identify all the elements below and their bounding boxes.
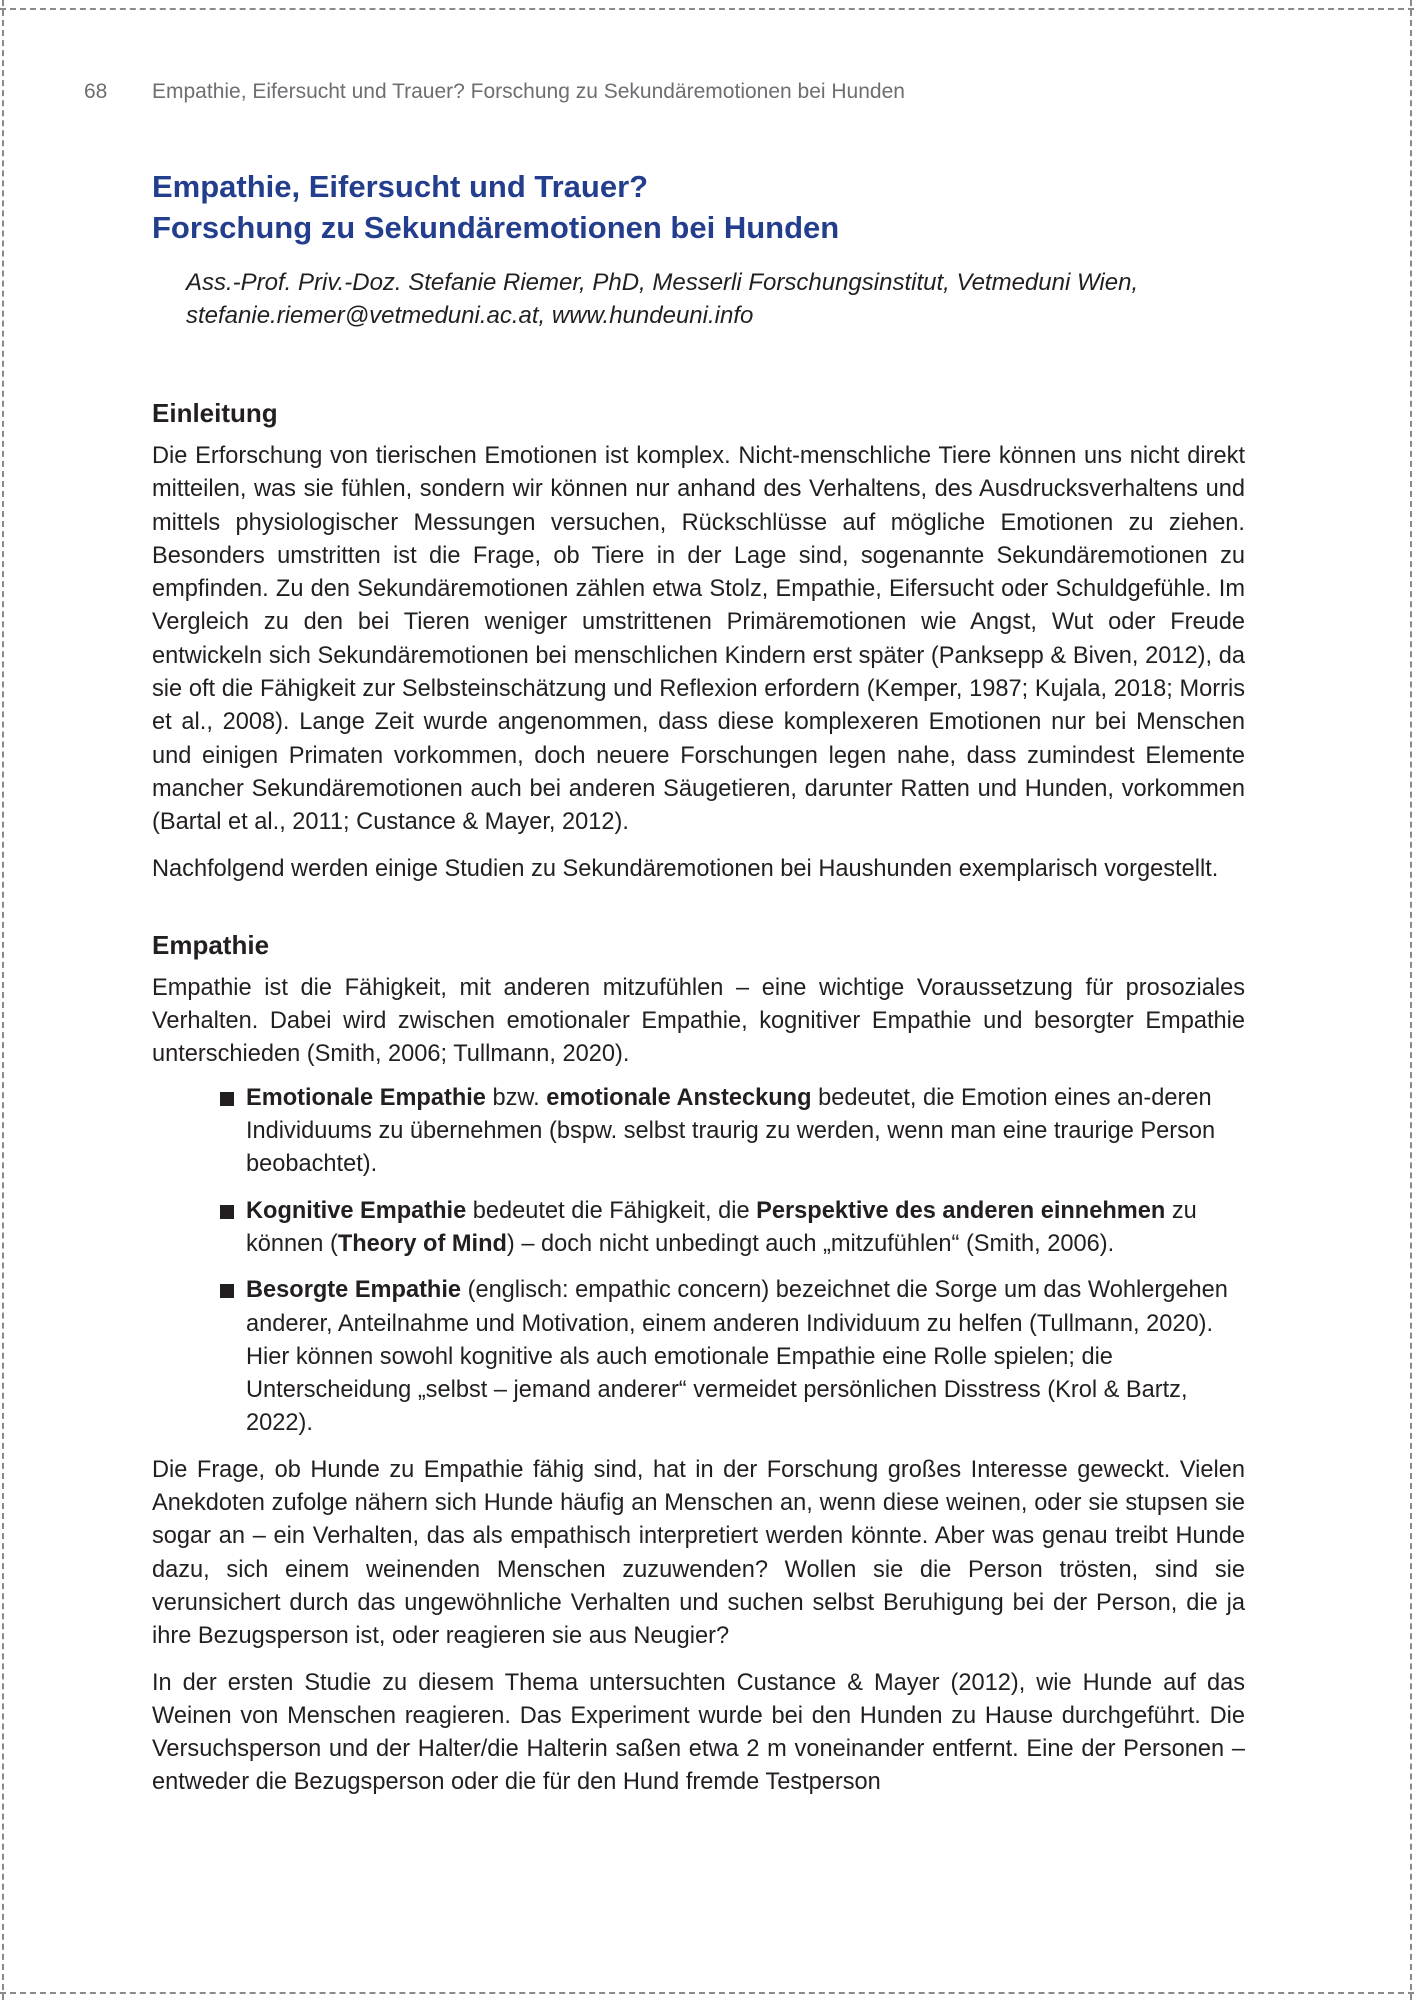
article-body xyxy=(152,166,1245,1800)
list-item-empathic-concern xyxy=(152,1274,1245,1440)
list-item-emotional-empathy xyxy=(152,1082,1245,1182)
empathy-paragraph-3: In der ersten Studie zu diesem Thema untersuchten Custance & Mayer (2012), wie Hunde auf das Weinen von Menschen reagieren. Das Experiment wurde bei den Hunden zu Hause durchgeführt. Die Versuchsperson und der Halter/die Halterin saßen etwa 2 m voneinander entfernt. Eine der Personen – entweder die Bezugsperson oder die für den Hund fremde Testperson xyxy=(152,1669,1245,1796)
crop-mark-left xyxy=(2,0,4,2000)
running-header xyxy=(84,80,1294,104)
list-item-text: bzw. xyxy=(485,1084,547,1111)
term-kognitive-empathie: Kognitive Empathie xyxy=(246,1197,467,1224)
bullet-square-icon xyxy=(220,1092,234,1106)
list-item-text: (englisch: empathic concern) bezeichnet die Sorge um das Wohlergehen anderer, Anteilnahme und Motivation, einem anderen Individuum zu helfen (Tullmann, 2020). Hier können sowohl kognitive als auch emotionale Empathie eine Rolle spielen; die Unterscheidung „selbst – jemand anderer“ vermeidet persönlichen Disstress (Krol & Bartz, 2022). xyxy=(246,1277,1228,1437)
bullet-square-icon xyxy=(220,1205,234,1219)
section-heading-einleitung: Einleitung xyxy=(152,398,278,428)
intro-paragraph-1: Die Erforschung von tierischen Emotionen ist komplex. Nicht-menschliche Tiere können uns nicht direkt mitteilen, was sie fühlen, sondern wir können nur anhand des Verhaltens, des Ausdrucksverhaltens und mittels physiologischer Messungen versuchen, Rückschlüsse auf mögliche Emotionen zu ziehen. Besonders umstritten ist die Frage, ob Tiere in der Lage sind, sogenannte Sekundäremotionen zu empfinden. Zu den Sekundäremotionen zählen etwa Stolz, Empathie, Eifersucht oder Schuldgefühle. Im Vergleich zu den bei Tieren weniger umstrittenen Primäremotionen wie Angst, Wut oder Freude entwickeln sich Sekundäremotionen bei menschlichen Kindern erst später (Panksepp & Biven, 2012), da sie oft die Fähigkeit zur Selbsteinschätzung und Reflexion erfordern (Kemper, 1987; Kujala, 2018; Morris et al., 2008). Lange Zeit wurde angenommen, dass diese komplexeren Emotionen nur bei Menschen und einigen Primaten vorkommen, doch neuere Forschungen legen nahe, dass zumindest Elemente mancher Sekundäremotionen auch bei anderen Säugetieren, darunter Ratten und Hunden, vorkommen (Bartal et al., 2011; Custance & Mayer, 2012). xyxy=(152,443,1245,836)
page-number: 68 xyxy=(84,80,108,103)
author-affiliation: Ass.-Prof. Priv.-Doz. Stefanie Riemer, PhD, Messerli Forschungsinstitut, Vetmeduni Wien, xyxy=(186,269,1139,296)
term-besorgte-empathie: Besorgte Empathie xyxy=(246,1277,462,1304)
term-theory-of-mind: Theory of Mind xyxy=(337,1230,507,1257)
list-item-text: zu können ( xyxy=(246,1197,1197,1257)
intro-paragraph-2: Nachfolgend werden einige Studien zu Sekundäremotionen bei Haushunden exemplarisch vorgestellt. xyxy=(152,855,1219,882)
empathy-paragraph-1: Empathie ist die Fähigkeit, mit anderen mitzufühlen – eine wichtige Voraussetzung für prosoziales Verhalten. Dabei wird zwischen emotionaler Empathie, kognitiver Empathie und besorgter Empathie unterschieden (Smith, 2006; Tullmann, 2020). xyxy=(152,974,1245,1068)
term-emotionale-ansteckung: emotionale Ansteckung xyxy=(546,1084,812,1111)
article-title xyxy=(152,166,1245,248)
bullet-square-icon xyxy=(220,1284,234,1298)
crop-mark-right xyxy=(1410,0,1412,2000)
author-byline xyxy=(186,266,1245,332)
article-title-line2: Forschung zu Sekundäremotionen bei Hunden xyxy=(152,210,840,245)
term-perspektive: Perspektive des anderen einnehmen xyxy=(756,1197,1166,1224)
author-contact: stefanie.riemer@vetmeduni.ac.at, www.hundeuni.info xyxy=(186,302,754,329)
empathy-paragraph-2: Die Frage, ob Hunde zu Empathie fähig sind, hat in der Forschung großes Interesse geweckt. Vielen Anekdoten zufolge nähern sich Hunde häufig an Menschen an, wenn diese weinen, oder sie stupsen sie sogar an – ein Verhalten, das als empathisch interpretiert werden könnte. Aber was genau treibt Hunde dazu, sich einem weinenden Menschen zuzuwenden? Wollen sie die Person trösten, sind sie verunsichert durch das ungewöhnliche Verhalten und suchen selbst Beruhigung bei der Person, die ja ihre Bezugsperson ist, oder reagieren sie aus Neugier? xyxy=(152,1456,1245,1650)
section-heading-empathie: Empathie xyxy=(152,929,270,960)
empathy-types-list xyxy=(152,1082,1245,1441)
term-emotionale-empathie: Emotionale Empathie xyxy=(246,1084,486,1111)
list-item-text: ) – doch nicht unbedingt auch „mitzufühlen“ (Smith, 2006). xyxy=(506,1230,1115,1257)
running-title: Empathie, Eifersucht und Trauer? Forschung zu Sekundäremotionen bei Hunden xyxy=(152,80,905,103)
crop-mark-top xyxy=(0,8,1414,10)
list-item-text: bedeutet die Fähigkeit, die xyxy=(466,1197,757,1224)
article-title-line1: Empathie, Eifersucht und Trauer? xyxy=(152,169,649,204)
crop-mark-bottom xyxy=(0,1992,1414,1994)
list-item-text: bedeutet, die Emotion eines an-deren Individuums zu übernehmen (bspw. selbst traurig zu werden, wenn man eine traurige Person beobachtet). xyxy=(246,1084,1216,1178)
list-item-cognitive-empathy xyxy=(152,1195,1245,1262)
